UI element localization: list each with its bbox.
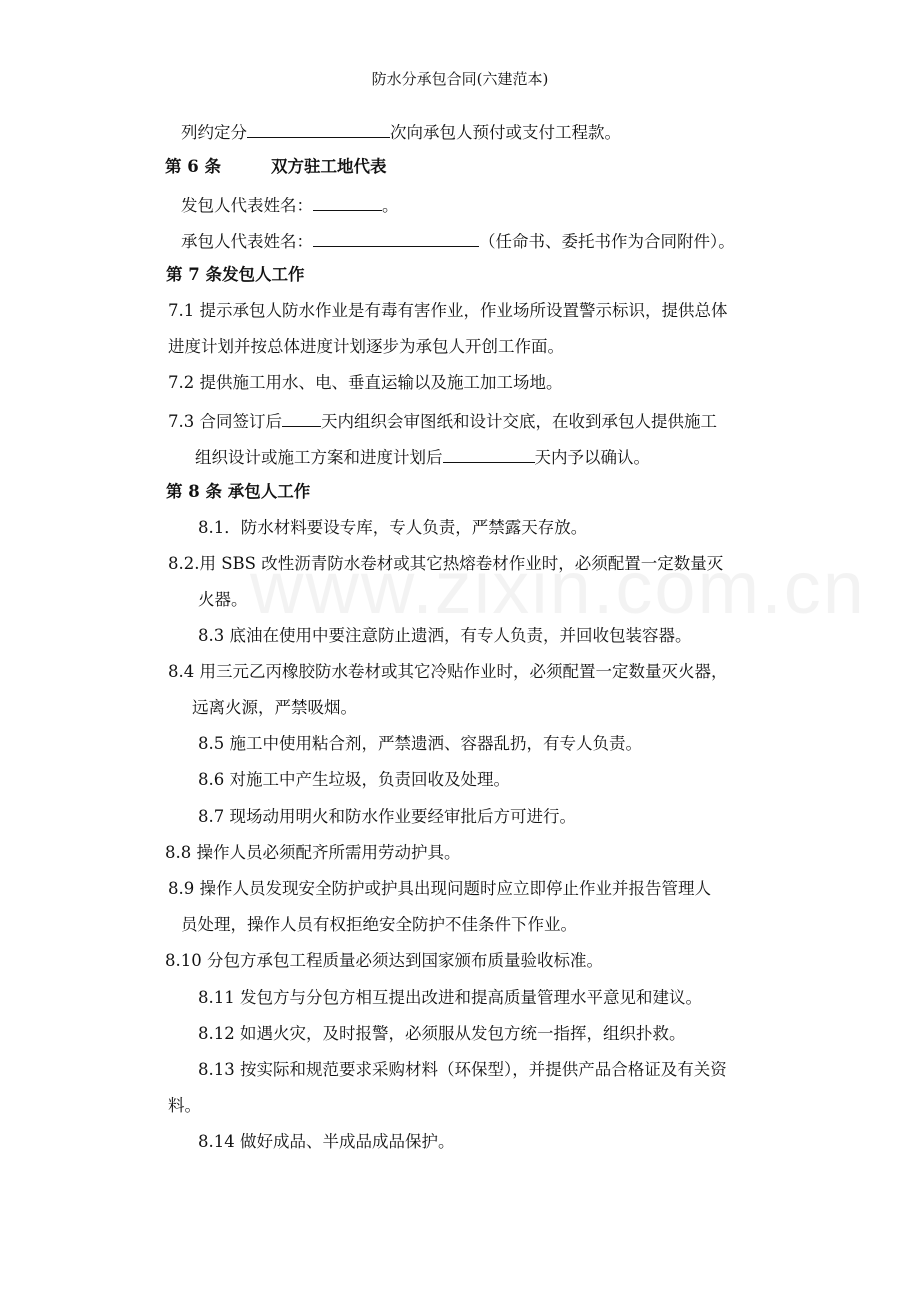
paragraph-line: 进度计划并按总体进度计划逐步为承包人开创工作面。: [168, 337, 564, 356]
paragraph-line: 火器。: [198, 590, 248, 609]
paragraph-line: 8.1．防水材料要设专库，专人负责，严禁露天存放。: [198, 518, 588, 537]
text-segment: 组织设计或施工方案和进度计划后: [195, 448, 443, 467]
paragraph-line: 远离火源，严禁吸烟。: [192, 698, 357, 717]
paragraph-line: [181, 228, 735, 253]
text-segment: 发包人代表姓名：: [181, 196, 313, 215]
paragraph-line: 8.12 如遇火灾，及时报警，必须服从发包方统一指挥，组织扑救。: [198, 1024, 686, 1043]
paragraph-line: 8.14 做好成品、半成品成品保护。: [198, 1132, 455, 1151]
text-segment: 承包人代表姓名：: [181, 232, 313, 251]
article-number: 第 6 条: [165, 157, 221, 176]
paragraph-line: 8.5 施工中使用粘合剂，严禁遗洒、容器乱扔，有专人负责。: [198, 734, 642, 753]
paragraph-line: 7.1 提示承包人防水作业是有毒有害作业，作业场所设置警示标识，提供总体: [168, 301, 728, 320]
paragraph-line: 员处理，操作人员有权拒绝安全防护不佳条件下作业。: [181, 915, 577, 934]
paragraph-line: 8.9 操作人员发现安全防护或护具出现问题时应立即停止作业并报告管理人: [168, 879, 711, 898]
paragraph-line: 8.2.用 SBS 改性沥青防水卷材或其它热熔卷材作业时，必须配置一定数量灭: [168, 554, 724, 573]
paragraph-line: [181, 119, 621, 144]
article-heading: 第 8 条 承包人工作: [166, 482, 311, 501]
paragraph-line: [195, 444, 650, 469]
paragraph-line: 8.6 对施工中产生垃圾，负责回收及处理。: [198, 770, 510, 789]
text-segment: 7.3 合同签订后: [168, 412, 282, 431]
text-segment: 天内予以确认。: [534, 448, 650, 467]
article-heading: 第 7 条发包人工作: [166, 265, 305, 284]
blank-field: [282, 408, 321, 427]
text-segment: （任命书、委托书作为合同附件）。: [479, 232, 735, 251]
paragraph-line: [168, 408, 717, 433]
blank-field: [313, 228, 479, 247]
paragraph-line: 8.4 用三元乙丙橡胶防水卷材或其它冷贴作业时，必须配置一定数量灭火器，: [168, 662, 728, 681]
text-segment: 次向承包人预付或支付工程款。: [390, 123, 621, 142]
blank-field: [247, 119, 390, 138]
blank-field: [443, 444, 535, 463]
article-title: 双方驻工地代表: [270, 157, 387, 176]
paragraph-line: 8.10 分包方承包工程质量必须达到国家颁布质量验收标准。: [165, 951, 603, 970]
paragraph-line: 8.7 现场动用明火和防水作业要经审批后方可进行。: [198, 807, 576, 826]
page-header: 防水分承包合同(六建范本): [371, 70, 549, 88]
article-heading: [165, 156, 386, 178]
paragraph-line: 8.8 操作人员必须配齐所需用劳动护具。: [165, 843, 461, 862]
blank-field: [313, 192, 382, 211]
paragraph-line: 7.2 提供施工用水、电、垂直运输以及施工加工场地。: [168, 373, 563, 392]
text-segment: 列约定分: [181, 123, 247, 142]
paragraph-line: 8.13 按实际和规范要求采购材料（环保型），并提供产品合格证及有关资: [198, 1060, 727, 1079]
text-segment: 。: [382, 196, 399, 215]
paragraph-line: 料。: [168, 1096, 201, 1115]
text-segment: 天内组织会审图纸和设计交底，在收到承包人提供施工: [321, 412, 717, 431]
paragraph-line: 8.11 发包方与分包方相互提出改进和提高质量管理水平意见和建议。: [198, 988, 702, 1007]
paragraph-line: [181, 192, 399, 217]
paragraph-line: 8.3 底油在使用中要注意防止遗洒，有专人负责，并回收包装容器。: [198, 626, 692, 645]
